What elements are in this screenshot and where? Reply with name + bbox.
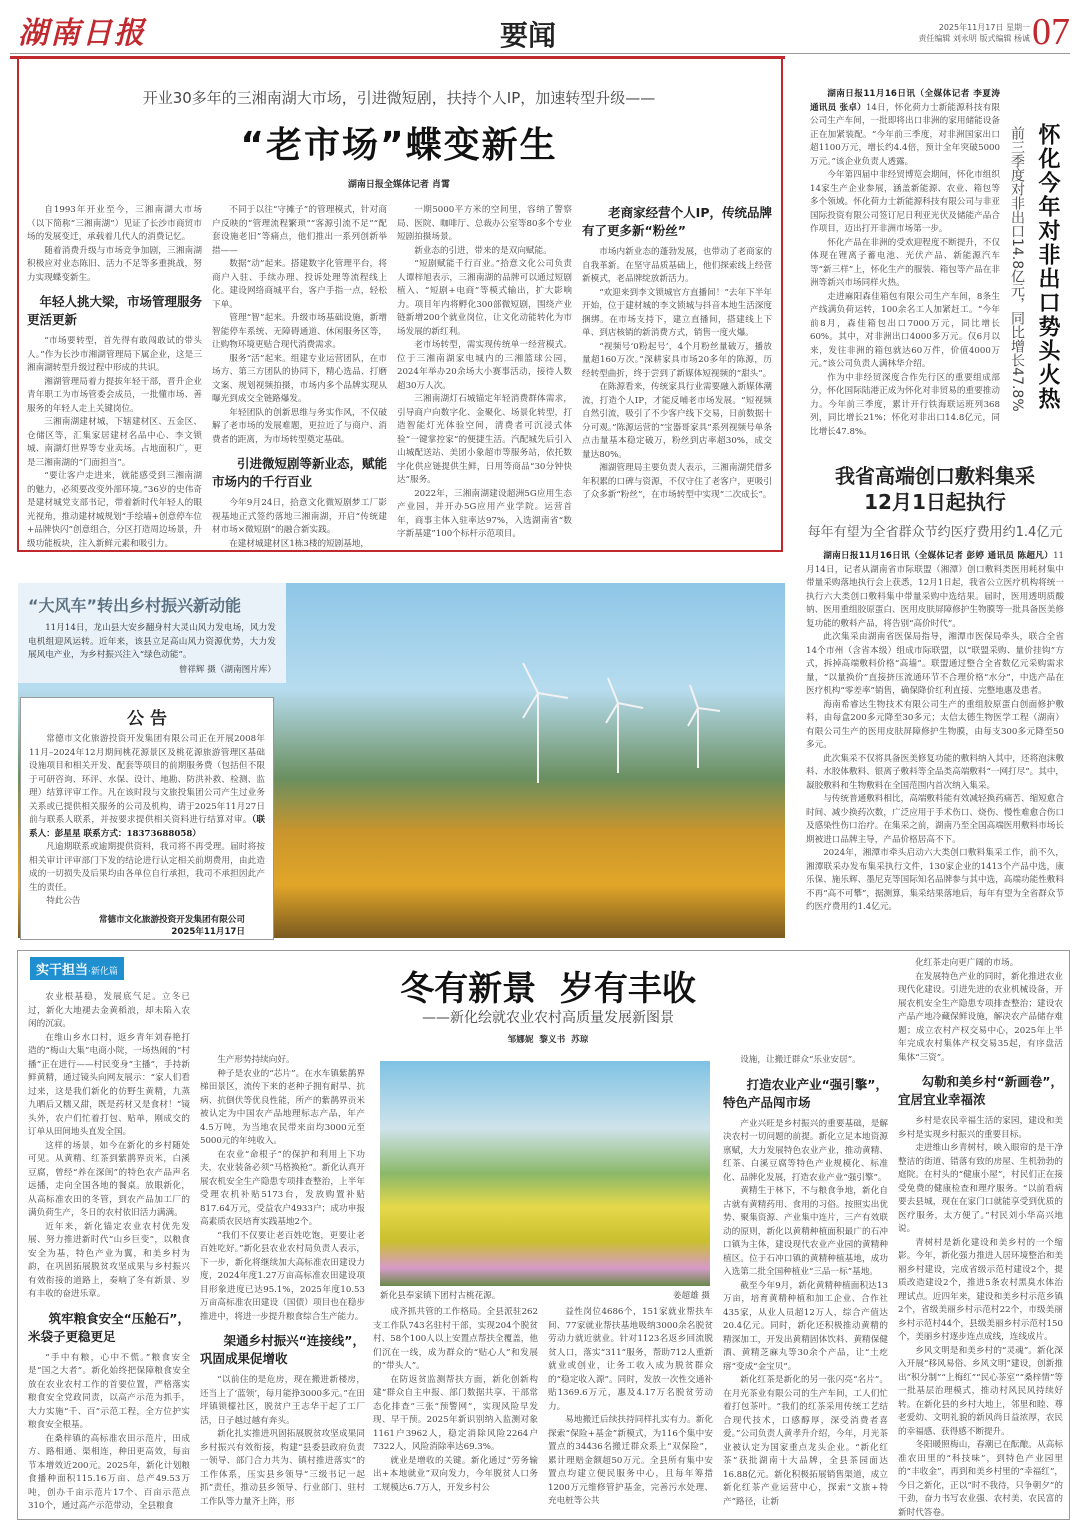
notice-body: 常德市文化旅游投资开发集团有限公司正在开展2008年11月–2024年12月期间桃花源景区及桃花源旅游管理区基础设施项目和相关开发、配套等项目的前期服务费（包括但不限于可研咨询、环评、水保、设计、地勘、防洪补救、检测、监理）结算评审工作。凡在该时段与文旅投集团公司产生过业务关系或已提供相关服务的公司及机构，请于2025年11月27日前与联系人联系，并按要求提供相关资料进行结算对审。（联系人：彭星星 联系方式：18373688058） 凡逾期联系或逾期提供资料，我司将不再受理。届时将按相关审计评审部门下发的结论进行认定相关前期费用，由此造成的一切损失及后果均由各单位自行承担，我司不承担因此产生的责任。 特此公告: [29, 733, 265, 909]
photo-feature-caption: 11月14日，龙山县大安乡翻身村大灵山风力发电场，风力发电机组迎风运转。近年来，该县立足高山风力资源优势，大力发展风电产业，为乡村振兴注入“绿色动能”。: [28, 623, 276, 660]
paragraph: 截至今年9月，新化黄精种植面积达13万亩，培育黄精种植和加工企业、合作社435家，从业人员超12万人，综合产值达20.4亿元。同时，新化还积极推动黄精的精深加工，开发出黄精固体饮料、黄精保健酒、黄精芝麻丸等30余个产品，让“土疙瘩”变成“金宝贝”。: [723, 1280, 888, 1372]
bottom-headline: 冬有新景 岁有丰收: [400, 969, 696, 1009]
photo-feature-title: “大风车”转出乡村振兴新动能: [28, 596, 242, 615]
paragraph: “视频号‘0粉起号’，4个月粉丝量破万，播放量超160万次。”深耕家具市场20多年的陈源，历经转型曲折，终于尝到了新媒体短视频的“甜头”。: [582, 341, 772, 379]
paragraph: 2022年，三湘南湖建设超洲5G应用生态产业园，并开办5G应用产业学院。运营首年，商事主体入驻率达97%，入选湖南省“数字新基建”100个标杆示范项目。: [397, 488, 572, 539]
column-tag: 实干担当·新化篇: [30, 957, 124, 980]
paragraph: “我们不仅要让老百姓吃饱，更要让老百姓吃好。”新化县农业农村局负责人表示，下一步，新化将继续加大高标准农田建设力度，2024年度1.27万亩高标准农田建设项目形象进度已达95.1%，2025年度10.53万亩高标准农田建设（国债）项目也在稳步推进中，将进一步提升粮食综合生产能力。: [200, 1230, 365, 1322]
lead-column-2: [212, 204, 387, 551]
huaihua-subhead: 前三季度对非出口14.8亿元，同比增长47.8%: [1009, 126, 1025, 412]
notice-date: 2025年11月17日: [171, 926, 245, 937]
huaihua-headline: 怀化今年对非出口势头火热: [1035, 123, 1060, 411]
notice-closing: 特此公告: [46, 896, 81, 906]
paragraph: 化红茶走向更广阔的市场。: [915, 958, 1019, 968]
paragraph: 凡逾期联系或逾期提供资料，我司将不再受理。届时将按相关审计评审部门下发的结论进行认定相关前期费用，由此造成的一切损失及后果均由各单位自行承担，我司不承担因此产生的责任。: [29, 842, 265, 893]
paragraph: 成齐抓共管的工作格局。全县派驻262支工作队743名驻村干部，实现204个脱贫村、58个100人以上安置点帮扶全覆盖，他们沉在一线，成为群众的“贴心人”和发展的“带头人”。: [373, 1307, 538, 1371]
notice-title: 公 告: [127, 709, 167, 729]
paragraph: 这样的场景，如今在新化的乡村随处可见。从黄精、红茶到紫鹊界贡米，白溪豆腐，曾经“养在深闺”的特色农产品声名远播，走向全国各地的餐桌。放眼新化，从高标准农田的冬管，到农产品加工厂的满负荷生产，冬日的农村依旧活力满满。: [28, 1140, 190, 1218]
dressing-headline: 我省高端创口敷料集采 12月1日起执行: [835, 464, 1035, 514]
bottom-column-3: [373, 1306, 538, 1495]
section-title: 要闻: [500, 19, 557, 52]
paragraph: 怀化产品在非洲的受欢迎程度不断提升，不仅体现在锂离子蓄电池、光伏产品、新能源汽车等“新三样”上，怀化生产的服装、箱包等产品在非洲等新兴市场同样火热。: [810, 237, 1000, 288]
paragraph: 今年9月24日，拾意文化微短剧梦工厂影视基地正式签约落地三湘南湖，开启“传统建材市场×微短剧”的融合新实践。: [212, 498, 387, 535]
page-number: 07: [1032, 11, 1070, 53]
photo-caption-box: [18, 583, 286, 683]
right-story-dressing: [800, 455, 1070, 945]
lead-headline: “老市场”蝶变新生: [240, 125, 558, 166]
lead-byline: 湖南日报全媒体记者 肖霄: [347, 180, 451, 190]
paragraph: 乡村是农民幸福生活的家园，建设和美乡村是实现乡村振兴的重要目标。: [898, 1116, 1063, 1140]
newspaper-logo: 湖南日报: [18, 16, 146, 51]
subheading: 勾勒和美乡村“新画卷”， 宜居宜业幸福浓: [898, 1074, 1063, 1107]
paragraph: 易地搬迁后续扶持同样扎实有力。新化探索“保险+基金”新模式，为116个集中安置点的34436名搬迁群众系上“双保险”，累计理赔金额超50万元。全县所有集中安置点均建立便民服务中心，且每年筹措1200万元维修管护基金，完善污水处理、充电桩等公共: [548, 1415, 713, 1506]
notice-signature: 常德市文化旅游投资开发集团有限公司: [98, 914, 245, 925]
paragraph: 14日，怀化荷力士新能源科技有限公司生产车间，一批即将出口非洲的家用储能设备正在加紧装配。“今年前三季度，对非洲国家出口超1100万元，增长约4.4倍，预计全年突破5000万元。”该企业负责人透露。: [810, 102, 1000, 167]
subheading: 筑牢粮食安全“压舱石”， 米袋子更稳更足: [28, 1310, 190, 1344]
paragraph: 三湘南湖建材城，下辖建材区、五金区、仓储区等，汇集家居建材名品中心、李文锁城、南湖灯世界等专业卖场。占地面积广，更是三湘南湖的“门面担当”。: [27, 417, 202, 468]
paragraph: 老市场转型，需实现传统单一经营模式。位于三湘南湖家电城内的三湘篮球公园，2024年举办20余场大小赛事活动，接待人数超30万人次。: [397, 340, 572, 391]
paragraph: 走进麻阳森佳箱包有限公司生产车间，8条生产线满负荷运转，100余名工人加紧赶工。“今年前8月，森佳箱包出口7000万元，同比增长60%。其中，对非洲出口4000多万元。仅6月以来，发往非洲的箱包就达60万件，价值4000万元。”该公司负责人满林华介绍。: [810, 291, 1000, 369]
subheading: 年轻人挑大梁，市场管理服务 更活更新: [27, 294, 202, 327]
notice-contact: （联系人：彭星星 联系方式：18373688058）: [29, 815, 265, 839]
paragraph: 在陈源看来，传统家具行业需要融入新媒体潮流，打造个人IP，才能反哺老市场发展。“短视频自然引流，吸引了不少客户线下交易，日前数据十分可观。”陈源运营的“宝器哥家具”系列视频号单条点击量基本稳定破万，粉丝到店率超30%，成交量达80%。: [582, 382, 772, 460]
paragraph: 在农业“命根子”的保护和利用上下功夫，农业装备必须“马格换枪”。新化认真开展农机安全生产隐患专项排查整治，上半年受理农机补贴5173台，发放购置补贴817.64万元，受益农户4933户；成功申报高素质农民培育实践基地2个。: [200, 1149, 365, 1227]
public-notice: [20, 697, 274, 940]
lead-column-3: [397, 204, 572, 542]
village-photo: [380, 1061, 710, 1286]
bottom-column-6: [898, 957, 1063, 1520]
paragraph: 作为中非经贸深度合作先行区的重要组成部分，怀化国际陆港正成为怀化对非贸易的重要推动力。今年前三季度，累计开行铁海联运班列368列，同比增长21%；怀化对非出口14.8亿元，同比增长47.8%。: [810, 372, 1000, 437]
paragraph: 农业根基稳，发展底气足。立冬已过，新化大地褪去金黄稻浪，却未陷入农闲的沉寂。: [28, 992, 190, 1029]
lead-column-4: [582, 204, 772, 503]
paragraph: 海南希睿达生物技术有限公司生产的重组胶原蛋白创面修护敷料，由每盒200多元降至30多元；太信太德生物医学工程（湖南）有限公司生产的医用皮肤屏障修护生物膜，由每支300多元降至50多元。: [806, 699, 1064, 750]
paragraph: 在维山乡水口村，返乡青年刘春艳打造的“梅山大集”电商小院，一场热闹的“村播”正在进行——村民变身“主播”，手持新鲜黄精，通过镜头向网友展示：“家人们看过来，这是我们新化的仿野生黄精，九蒸九晒后又糯又甜，既是药材又是食材！”镜头外，农户们忙着打包、贴单，刚成交的订单从田间地头直发全国。: [28, 1032, 190, 1137]
paragraph: 种子是农业的“芯片”。在水车镇紫鹊界梯田景区，流传下来的老种子拥有耐旱、抗病、抗倒伏等优良性能，所产的紫鹊界贡米被认定为中国农产品地理标志产品，年产4.5万吨，为当地农民带来亩均3000元至5000元的年纯收入。: [200, 1068, 365, 1146]
paragraph: “以前住的是危房，现在搬进新楼房，还当上了‘蓝领’，每月能挣3000多元。”在田坪镇锁檬社区，脱贫户王志华干起了工厂活，日子越过越有奔头。: [200, 1375, 365, 1426]
paragraph: 产业兴旺是乡村振兴的重要基础，是解决农村一切问题的前提。新化立足本地资源禀赋，大力发展特色农业产业，推动黄精、红茶、白溪豆腐等特色产业规模化、标准化、品牌化发展，打造农业产业“强引擎”。: [723, 1118, 888, 1183]
lead-story: [17, 57, 783, 552]
paragraph: 此次集采不仅将具备医美修复功能的敷料纳入其中，还将泡沫敷料、水胶体敷料、银离子敷料等全品类高端敷料“一网打尽”。其中，凝胶敷料和生物敷料在全国范围内首次纳入集采。: [806, 753, 1065, 791]
paragraph: 近年来，新化锚定农业农村优先发展、努力推进新时代“山乡巨变”，以粮食安全为基，特色产业为翼，和美乡村为韵，在巩固拓展脱贫攻坚成果与乡村振兴有效衔接的道路上，奏响了冬有新景、岁有丰收的奋进乐章。: [28, 1221, 190, 1299]
masthead-divider: [10, 53, 1070, 54]
paragraph: 市场内新业态的蓬勃发展，也带动了老商家的自我革新。在坚守品质基础上，他们探索线上经营新模式，老品牌绽放新活力。: [582, 247, 772, 284]
paragraph: 生产形势持续向好。: [217, 1055, 295, 1065]
paragraph: “短剧赋能千行百业。”拾意文化公司负责人谭梓旭表示，三湘南湖的品牌可以通过短剧植入、“短剧+电商”等模式输出，扩大影响力。项目年内将孵化300部微短剧，围绕产业链新增200个就业岗位，让文化动能转化为市场发展的新红利。: [397, 259, 572, 337]
bottom-subhead: ——新化绘就农业农村高质量发展新图景: [422, 1010, 674, 1026]
paragraph: 走进维山乡青树村，映入眼帘的是干净整洁的街道、错落有致的房屋、生机勃勃的庭院。在村头的“健康小屋”，村民们正在接受免费的健康检查和理疗服务。“以前看病要去县城，现在在家门口就能享受到优质的医疗服务，太方便了。”村民刘小华高兴地说。: [898, 1143, 1063, 1234]
subheading: 打造农业产业“强引擎”， 特色产品闯市场: [723, 1076, 888, 1110]
paragraph: 在桑梓镇的高标准农田示范片，田成方、路相通、渠相连，种田更高效，每亩节本增效近200元。2025年，新化计划粮食播种面积115.16万亩、总产49.53万吨，创办千亩示范片17个、百亩示范点310个，通过高产示范带动，全县粮食: [28, 1433, 190, 1511]
paragraph: 乡风文明是和美乡村的“灵魂”。新化深入开展“移风易俗、乡风文明”建设，创新推出“积分制”“上梅红”“民心茶室”“桑梓情”等一批基层治理模式，推动村风民风持续好转。在新化县的乡村大地上，邻里和睦、尊老爱幼、文明礼貌的新风尚日益浓厚，农民的幸福感、获得感不断提升。: [898, 1345, 1063, 1437]
paragraph: 湘湖管理局主要负责人表示，三湘南湖凭借多年积累的口碑与资源，不仅守住了老客户，更吸引了众多新“粉丝”，在市场转型中实现“二次成长”。: [582, 463, 772, 500]
paragraph: 新化扎实推进巩固拓展脱贫攻坚成果同乡村振兴有效衔接，构建“县委县政府负责一领导、部门合力共为、镇村推进落实”的工作体系，压实县乡领导“三级书记一起抓”责任，推动县乡领导、行业部门、驻村工作队等力量齐上阵，形: [200, 1429, 365, 1507]
right-story-huaihua: [800, 78, 1070, 438]
paragraph: 设施，让搬迁群众“乐业安居”。: [740, 1055, 861, 1065]
bottom-column-4: [548, 1306, 713, 1509]
paragraph: 不同于以往“守摊子”的管理模式，针对商户反映的“管理流程繁琐”“客源引流不足”“配套设施老旧”等痛点，他们推出一系列创新举措——: [212, 205, 387, 256]
paragraph: 服务“活”起来。组建专业运营团队，在市场方、第三方团队的协同下，精心选品、打磨文案、规划视频拍摄，市场内多个品牌实现从曝光到成交全链路爆发。: [212, 353, 387, 404]
paragraph: 随着消费升级与市场竞争加剧，三湘南湖积极应对业态陈旧、活力不足等多重挑战，努力实现蝶变新生。: [27, 245, 202, 283]
bottom-byline: 邹娜妮 黎义书 苏琼: [507, 1035, 589, 1045]
paragraph: 11月14日，记者从湖南省市际联盟（湘潭）创口敷料类医用耗材集中带量采购落地执行会上获悉，12月1日起，我省公立医疗机构将统一执行六大类创口敷料集中带量采购中选结果。届时，医用透明质酸钠、医用重组胶原蛋白、医用皮肤屏障修护生物膜等一批具备医美修复功能的敷料产品，将告别“高价时代”。: [806, 551, 1064, 629]
dressing-subhead: 每年有望为全省群众节约医疗费用约1.4亿元: [807, 525, 1063, 540]
issue-date: 2025年11月17日 星期一: [938, 23, 1030, 32]
paragraph: 青树村是新化建设和美乡村的一个缩影。今年，新化强力推进人居环境整治和美丽乡村建设，完成省级示范村建设2个，提质改造建设2个，推进5条农村黑臭水体治理试点。近四年来，建设和美乡村示范乡镇2个，省级美丽乡村示范村22个，市级美丽乡村示范村44个，县级美丽乡村示范村150个，美丽乡村逐步连点成线，连线成片。: [898, 1237, 1063, 1342]
dateline-lead: 湖南日报11月16日讯（全媒体记者 彭婷 通讯员 陈超凡）: [823, 551, 1054, 561]
paragraph: 在发展特色产业的同时，新化推进农业现代化建设。引进先进的农业机械设备，开展农机安全生产隐患专项排查整治；建设农产品产地冷藏保鲜设施，解决农产品储存难题；成立农村产权交易中心，2025年上半年完成农村集体产权交易35起，有序盘活集体“三资”。: [898, 971, 1063, 1063]
paragraph: 一期5000平方米的空间里，容纳了警察局、医院、咖啡厅、总裁办公室等80多个专业短剧拍摄场景。: [397, 205, 572, 242]
village-photo-credit: 姜超雄 摄: [672, 1291, 710, 1301]
paragraph: “手中有粮，心中不慌。”粮食安全是“国之大者”。新化始终把保障粮食安全放在农业农村工作的首要位置，严格落实粮食安全党政同责，以高产示范为抓手，大力实施“千、百”示范工程，全方位护实粮食安全根基。: [28, 1352, 190, 1430]
paragraph: 数据“动”起来。搭建数字化管理平台，将商户入驻、手续办理、投诉处理等流程线上化。建设网络商城平台，客户手指一点，轻松下单。: [212, 259, 387, 310]
paragraph: 自1993年开业至今，三湘南湖大市场（以下简称“三湘南湖”）见证了长沙市商贸市场的发展变迁，承载着几代人的消费记忆。: [27, 205, 202, 242]
paragraph: 新业态的引进，带来的是双向赋能。: [414, 245, 552, 256]
paragraph: 在防返贫监测帮扶方面，新化创新构建“群众自主申报、部门数据共享、干部常态化排查”三张“预警网”，实现风险早发现、早干预。2025年新识别纳入监测对象1161户3962人，稳定消除风险2264户7322人，风险消除率达69.3%。: [373, 1374, 538, 1452]
paragraph: 管理“智”起来。升级市场基础设施，新增智能停车系统、无障碍通道、休闲服务区等，让购物环境更贴合现代消费需求。: [212, 313, 387, 350]
paragraph: 益性岗位4686个，151家就业帮扶车间、77家就业帮扶基地吸纳3000余名脱贫劳动力就近就业。针对1123名返乡回流脱贫人口，落实“311”服务，帮助712人重新就业或创业，让务工收入成为脱贫群众的“稳定收入源”。同时，发放一次性交通补贴1369.6万元，惠及4.17万名脱贫劳动力。: [548, 1307, 713, 1412]
paragraph: “市场要转型，首先得有敢闯敢试的带头人。”作为长沙市湘湖管理局下属企业，这是三湘南湖转型升级过程中形成的共识。: [27, 336, 202, 373]
bottom-column-1: [28, 991, 190, 1514]
paragraph: 此次集采由湖南省医保局指导，湘潭市医保局牵头，联合全省14个市州（含省本级）组成市际联盟，以“联盟采购、量价挂钩”方式，拆掉高端敷料价格“高墙”。联盟通过整合全省数亿元采购需求量，“以量换价”直接挤压流通环节不合理价格“水分”，中选产品在医疗机构“零差率”销售，确保降价红利直接、完整地惠及患者。: [806, 632, 1064, 696]
paragraph: 年轻团队的创新思维与务实作风，不仅破解了老市场的发展难题，更拉近了与商户、消费者的距离，为市场转型奠定基础。: [212, 407, 387, 445]
paragraph: 三湘南湖灯石城锚定年轻消费群体需求，引导商户向数字化、金聚化、场景化转型，打造智能灯光体验空间，清费者可沉浸式体验“一键掌控家”的便捷生活。汽配城先后引入山城配送站、美团小象超市等服务站，依托数字化供应链提供生鲜，日用等商品“30分钟快达”服务。: [397, 394, 572, 485]
subheading: 架通乡村振兴“连接线”， 巩固成果促增收: [200, 1333, 365, 1366]
bottom-column-5: [723, 1054, 888, 1509]
bottom-story: [17, 950, 1070, 1520]
bottom-column-2: [200, 1054, 365, 1509]
paragraph: 湘湖管理局着力提拔年轻干部，晋升企业青年职工为市场管委会成员，一批懂市场、善服务的年轻人走上关键岗位。: [27, 376, 202, 414]
paragraph: “欢迎来到李文锁城官方直播间！”去年下半年开始，位于建材城的李文锁城与抖音本地生活深度捆绑。在市场支持下，建立直播间，搭建线上下单、到店核销的新消费方式，销售一度火爆。: [582, 287, 772, 338]
editors: 责任编辑 刘永明 版式编辑 杨诚: [918, 34, 1030, 43]
paragraph: 就业是增收的关键。新化通过“劳务输出+本地就业”双向发力，今年脱贫人口务工规模达6.7万人，开发乡村公: [373, 1455, 538, 1493]
dateline-lead: 湖南日报11月16日讯（全媒体记者 李夏涛 通讯员 张卓）: [810, 89, 1000, 113]
paragraph: 在建材城建材区1栋3楼的短剧基地，: [229, 538, 370, 549]
paragraph: “要让客户走进来，就能感受到三湘南湖的魅力，必须要改变外部环境。”36岁的史伟奇是建材城党支部书记，带着新时代年轻人的眼光视角，推动建材城规划“手绘墙+创意停车位+品牌快闪”创意组合，分区打造周边场景，升级功能板块，注入新鲜元素和吸引力。: [27, 471, 202, 549]
subheading: 老商家经营个人IP，传统品牌 有了更多新“粉丝”: [582, 205, 772, 238]
huaihua-body: [810, 88, 1000, 439]
dateline: [870, 22, 1030, 44]
paragraph: 今年第四届中非经贸博览会期间，怀化市组织14家生产企业参展，涵盖新能源、农业、箱包等多个领域。怀化荷力士新能源科技有限公司与非亚国际投资有限公司签订尼日利亚光伏及储能产品合作项目，迈出打开非洲市场第一步。: [810, 170, 1000, 234]
paragraph: 黄精生于林下，不与粮食争地，新化自古就有黄精药用、食用的习俗。按照实出优势、聚集资源、产业集中连片，三产有效联动的原则，新化以黄精种植面积最广的石冲口镇为主体，建设现代农业产业园的黄精种植区。位于石冲口镇的黄精种植基地，成功入选第二批全国种植业“三品一标”基地。: [723, 1186, 888, 1277]
paragraph: 2024年，湘潭市牵头启动六大类创口敷料集采工作，前不久，湘潭联采办发布集采执行文件，130家企业的1413个产品中选，康乐保、施乐辉、墨尼克等国际知名品牌参与其中选，高端功能性敷料不再“高不可攀”，据测算，集采结果落地后，每年有望为全省群众节约医疗费用约1.4亿元。: [806, 848, 1065, 912]
paragraph: 新化红茶是新化的另一张闪亮“名片”。在月光茶业有限公司的生产车间，工人们忙着打包茶叶。“我们的红茶采用传统工艺结合现代技术，口感醇厚，深受消费者喜爱。”公司负责人黄孝升介绍，今年，月光茶业被认定为国家重点龙头企业。“新化红茶”获批湖南十大品牌，全县茶园面达16.88亿元。新化积极拓展销售渠道，成立新化红茶产业运营中心，探索“文旅+特产”路径，让新: [723, 1375, 888, 1507]
photo-credit: 曾祥辉 摄（湖南图片库）: [178, 664, 276, 675]
dressing-body: [800, 550, 1070, 915]
village-photo-caption: 新化县奉家镇下团村古桃花源。: [380, 1291, 501, 1301]
subheading: 引进微短剧等新业态，赋能 市场内的千行百业: [212, 456, 387, 489]
paragraph: 与传统普通敷料相比，高端敷料能有效减轻换药痛苦、缩短愈合时间、减少换药次数，广泛应用于手术伤口、烧伤、慢性难愈合伤口及感染性伤口治疗。在集采之前，湖南乃至全国高端医用敷料市场长期被进口品牌主导，产品价格居高不下。: [806, 794, 1064, 845]
lead-kicker: 开业30多年的三湘南湖大市场，引进微短剧，扶持个人IP，加速转型升级——: [142, 89, 656, 107]
paragraph: 冬阳暖照梅山，春潮已在酝酿。从高标准农田里的“科技味”，到特色产业园里的“丰收金”，再到和美乡村里的“幸福红”，今日之新化，正以“时不我待，只争朝夕”的干劲，奋力书写农业强、农村美、农民富的新时代答卷。: [898, 1440, 1063, 1518]
lead-column-1: [27, 204, 202, 551]
